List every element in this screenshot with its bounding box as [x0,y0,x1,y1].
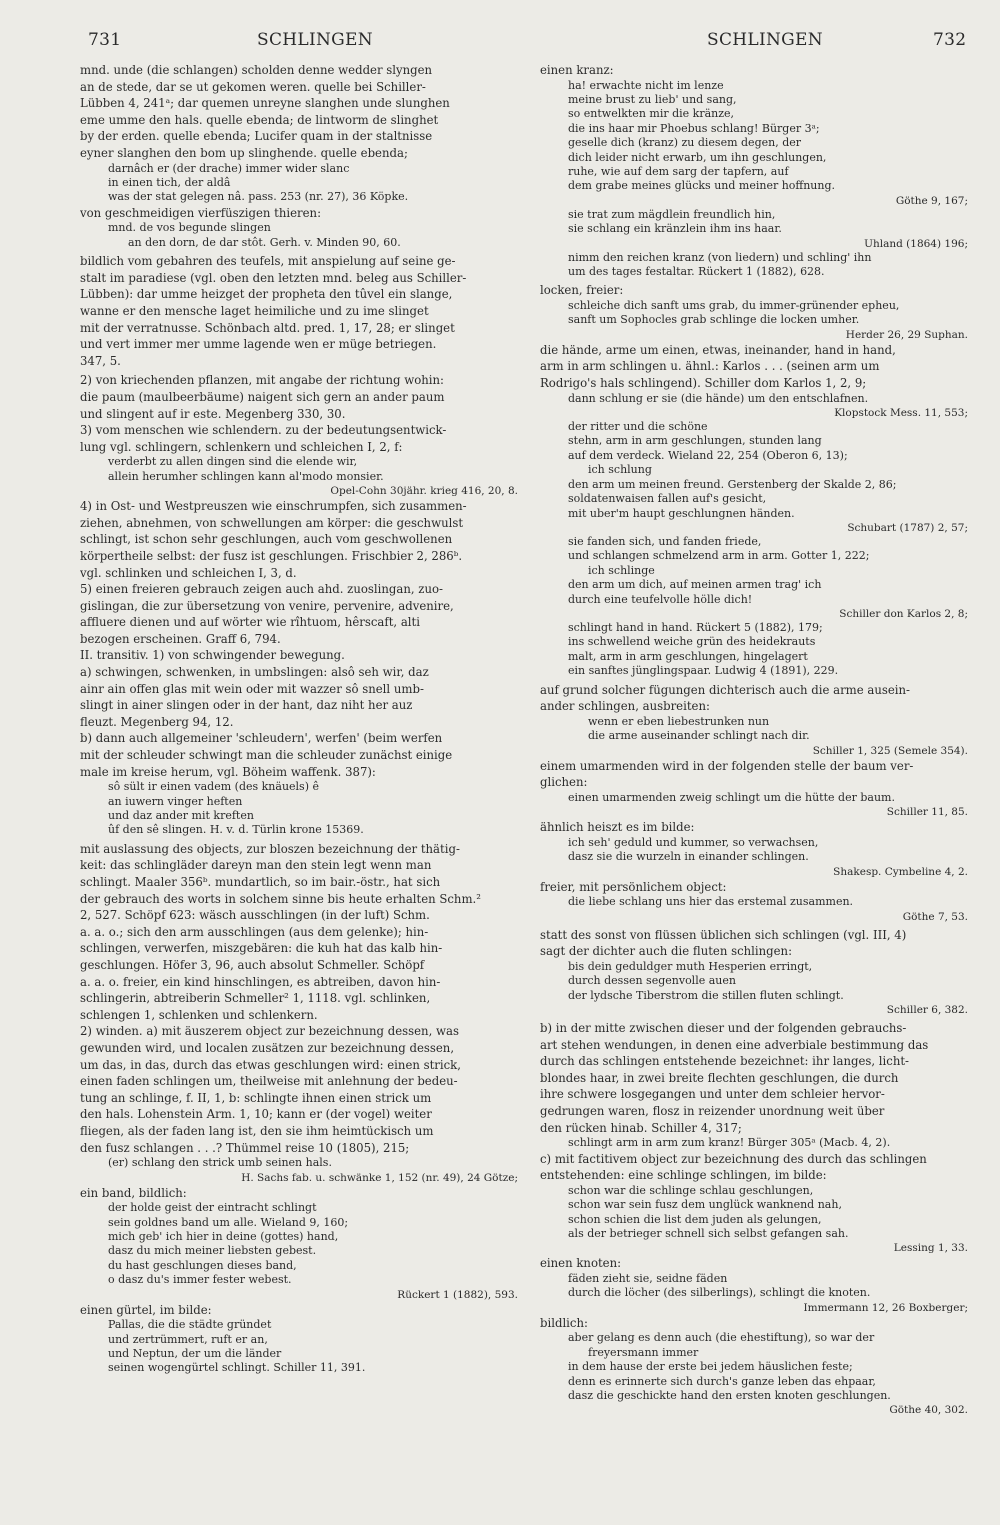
text-line: mit auslassung des objects, zur bloszen bezeichnung der thätig- [80,841,460,856]
text-line: die arme auseinander schlingt nach dir. [588,729,810,743]
text-line: fleuzt. Megenberg 94, 12. [80,714,234,729]
text-line: dich leider nicht erwarb, um ihn geschlungen, [568,150,827,164]
text-line: mit der verratnusse. Schönbach altd. pred. 1, 17, 28; er slinget [80,320,455,335]
text-line: Uhland (1864) 196; [864,237,968,250]
text-line: soldatenwaisen fallen auf's gesicht, [568,492,767,506]
text-line: Göthe 9, 167; [895,194,968,207]
text-line: einen knoten: [540,1256,622,1271]
text-line: und slingent auf ir este. Megenberg 330, 30. [80,406,346,421]
text-line: darnâch er (der drache) immer wider slanc [108,161,350,175]
text-line: schlingt arm in arm zum kranz! Bürger 305ᵃ (Macb. 4, 2). [568,1136,891,1150]
text-line: ein sanftes jünglingspaar. Ludwig 4 (1891), 229. [568,664,839,678]
text-line: sanft um Sophocles grab schlinge die locken umher. [568,313,860,327]
right-column [540,62,968,1417]
text-line: gedrungen waren, flosz in reizender unordnung weit über [540,1103,885,1118]
text-line: stehn, arm in arm geschlungen, stunden lang [568,434,822,448]
text-line: und zertrümmert, ruft er an, [108,1332,268,1346]
text-line: dasz sie die wurzeln in einander schlingen. [568,850,809,864]
text-line: durch das schlingen entstehende bezeichnet: ihr langes, licht- [540,1054,909,1069]
text-line: fliegen, als der faden lang ist, den sie ihm heimtückisch um [80,1123,434,1138]
left-column [80,62,518,1376]
text-line: sie schlang ein kränzlein ihm ins haar. [568,222,782,236]
text-line: schleiche dich sanft ums grab, du immer-grünender epheu, [568,299,900,313]
text-line: vgl. schlinken und schleichen I, 3, d. [80,565,297,580]
text-line: schon war sein fusz dem unglück wanknend nah, [568,1198,842,1212]
text-line: Schiller don Karlos 2, 8; [839,607,968,620]
text-line: H. Sachs fab. u. schwänke 1, 152 (nr. 49), 24 Götze; [241,1171,518,1184]
text-line: a. a. o.; sich den arm ausschlingen (aus dem gelenke); hin- [80,924,429,939]
text-line: Immermann 12, 26 Boxberger; [803,1301,968,1314]
text-line: mich geb' ich hier in deine (gottes) hand, [108,1229,339,1243]
text-line: gislingan, die zur übersetzung von venire, pervenire, advenire, [80,598,454,613]
text-line: einen gürtel, im bilde: [80,1302,212,1317]
text-line: freier, mit persönlichem object: [540,879,727,894]
text-line: 4) in Ost- und Westpreuszen wie einschrumpfen, sich zusammen- [80,499,467,514]
text-line: ich schlung [588,463,652,477]
text-line: auf grund solcher fügungen dichterisch auch die arme ausein- [540,682,910,697]
text-line: bildlich: [540,1315,588,1330]
text-line: a) schwingen, schwenken, in umbslingen: alsô seh wir, daz [80,665,429,680]
text-line: male im kreise herum, vgl. Böheim waffenk. 387): [80,764,376,779]
text-line: die ins haar mir Phoebus schlang! Bürger 3ᵃ; [568,121,820,135]
text-line: freyersmann immer [588,1345,699,1359]
text-line: schlengen 1, schlenken und schlenkern. [80,1007,318,1022]
text-line: schlingt hand in hand. Rückert 5 (1882), 179; [568,620,823,634]
text-line: und daz ander mit kreften [108,809,254,823]
text-line: in einen tich, der aldâ [108,175,231,189]
text-line: einen kranz: [540,63,614,77]
text-line: einen faden schlingen um, theilweise mit anlehnung der bedeu- [80,1074,458,1089]
text-line: eme umme den hals. quelle ebenda; de lintworm de slinghet [80,112,439,127]
text-line: ziehen, abnehmen, von schwellungen am körper: die geschwulst [80,515,464,530]
text-line: durch eine teufelvolle hölle dich! [568,592,753,606]
text-line: arm in arm schlingen u. ähnl.: Karlos . . . (seinen arm um [540,359,880,374]
text-line: der lydsche Tiberstrom die stillen fluten schlingt. [568,988,844,1002]
text-line: bildlich vom gebahren des teufels, mit anspielung auf seine ge- [80,254,456,269]
text-line: allein herumher schlingen kann al'modo monsier. [108,469,384,483]
text-line: und vert immer mer umme lagende wen er müge betriegen. [80,337,437,352]
text-line: den hals. Lohenstein Arm. 1, 10; kann er (der vogel) weiter [80,1107,432,1122]
text-line: Rodrigo's hals schlingend). Schiller dom Karlos 1, 2, 9; [540,376,867,391]
text-line: seinen wogengürtel schlingt. Schiller 11, 391. [108,1361,366,1375]
text-line: schon schien die list dem juden als gelungen, [568,1212,822,1226]
text-line: II. transitiv. 1) von schwingender bewegung. [80,648,345,663]
text-line: Schiller 6, 382. [886,1003,968,1016]
text-line: der ritter und die schöne [568,420,708,434]
text-line: sô sült ir einen vadem (des knäuels) ê [108,780,320,794]
text-line: sagt der dichter auch die fluten schlingen: [540,944,793,959]
text-line: art stehen wendungen, in denen eine adverbiale bestimmung das [540,1037,929,1052]
text-line: ander schlingen, ausbreiten: [540,699,710,714]
text-line: bis dein geduldger muth Hesperien erringt, [568,959,813,973]
left-page-number: 731 [88,30,122,50]
text-line: ich seh' geduld und kummer, so verwachsen, [568,835,819,849]
text-line: Lessing 1, 33. [893,1242,968,1255]
text-line: 3) vom menschen wie schlendern. zu der bedeutungsentwick- [80,423,447,438]
text-line: dem grabe meines glücks und meiner hoffnung. [568,179,836,193]
text-line: meine brust zu lieb' und sang, [568,93,737,106]
text-line: by der erden. quelle ebenda; Lucifer quam in der staltnisse [80,129,433,144]
text-line: verderbt zu allen dingen sind die elende wir, [108,455,358,469]
text-line: bezogen erscheinen. Graff 6, 794. [80,631,281,646]
text-line: durch dessen segenvolle auen [568,974,736,988]
text-line: mit uber'm haupt geschlungnen händen. [568,506,795,520]
text-line: in dem hause der erste bei jedem häuslichen feste; [568,1360,853,1374]
text-line: wenn er eben liebestrunken nun [588,714,770,728]
text-line: schlingt, ist schon sehr geschlungen, auch vom geschwollenen [80,532,453,547]
text-line: den arm um meinen freund. Gerstenberg der Skalde 2, 86; [568,477,897,491]
text-line: b) in der mitte zwischen dieser und der folgenden gebrauchs- [540,1020,907,1035]
text-line: mnd. de vos begunde slingen [108,221,271,235]
text-line: wanne er den mensche laget heimiliche und zu ime slinget [80,303,429,318]
text-line: an den dorn, de dar stôt. Gerh. v. Minden 90, 60. [128,235,401,249]
text-line: Klopstock Mess. 11, 553; [834,407,968,420]
text-line: Göthe 40, 302. [889,1404,968,1417]
text-line: dasz du mich meiner liebsten gebest. [108,1244,317,1258]
text-line: slingt in ainer slingen oder in der hant, daz niht her auz [80,698,413,713]
text-line: die liebe schlang uns hier das erstemal zusammen. [568,895,854,909]
text-line: auf dem verdeck. Wieland 22, 254 (Oberon 6, 13); [568,448,848,462]
text-line: ähnlich heiszt es im bilde: [540,820,695,835]
text-line: ainr ain offen glas mit wein oder mit wazzer sô snell umb- [80,681,424,696]
text-line: sie trat zum mägdlein freundlich hin, [568,207,776,221]
text-line: schlingerin, abtreiberin Schmeller² 1, 1118. vgl. schlinken, [80,991,431,1006]
text-line: statt des sonst von flüssen üblichen sich schlingen (vgl. III, 4) [540,927,907,942]
text-line: blondes haar, in zwei breite flechten geschlungen, die durch [540,1070,899,1085]
text-line: 2) winden. a) mit äuszerem object zur bezeichnung dessen, was [80,1024,459,1039]
text-line: gewunden wird, und localen zusätzen zur bezeichnung dessen, [80,1040,455,1055]
text-line: Schiller 1, 325 (Semele 354). [812,744,968,757]
text-line: durch die löcher (des silberlings), schlingt die knoten. [568,1286,871,1300]
text-line: geschlungen. Höfer 3, 96, auch absolut Schmeller. Schöpf [80,958,425,972]
text-line: körpertheile selbst: der fusz ist geschlungen. Frischbier 2, 286ᵇ. [80,548,463,563]
text-line: ûf den sê slingen. H. v. d. Türlin krone 15369. [108,823,364,837]
text-line: Lübben 4, 241ᵃ; dar quemen unreyne slanghen unde slunghen [80,96,450,111]
text-line: sein goldnes band um alle. Wieland 9, 160; [108,1215,349,1229]
text-line: 2) von kriechenden pflanzen, mit angabe der richtung wohin: [80,373,444,388]
text-line: Pallas, die die städte gründet [108,1318,272,1332]
text-line: malt, arm in arm geschlungen, hingelagert [568,649,808,663]
text-line: 2, 527. Schöpf 623: wäsch ausschlingen (in der luft) Schm. [80,908,430,923]
text-line: so entwelkten mir die kränze, [568,107,735,121]
text-line: affluere dienen und auf wörter wie rîhtuom, hêrscaft, alti [80,615,420,630]
text-line: o dasz du's immer fester webest. [108,1273,292,1287]
text-line: b) dann auch allgemeiner 'schleudern', werfen' (beim werfen [80,731,443,746]
text-line: glichen: [540,775,588,790]
text-line: den arm um dich, auf meinen armen trag' ich [568,578,822,592]
text-line: lung vgl. schlingern, schlenkern und schleichen I, 2, f: [80,439,403,454]
text-line: nimm den reichen kranz (von liedern) und schling' ihn [568,250,872,264]
text-line: eyner slanghen den bom up slinghende. quelle ebenda; [80,145,408,160]
text-line: entstehenden: eine schlinge schlingen, im bilde: [540,1168,827,1183]
text-line: stalt im paradiese (vgl. oben den letzten mnd. beleg aus Schiller- [80,270,467,285]
text-line: als der betrieger schnell sich selbst gefangen sah. [568,1226,849,1240]
text-line: schlingen, verwerfen, miszgebären: die kuh hat das kalb hin- [80,941,443,956]
text-line: Herder 26, 29 Suphan. [845,328,968,341]
text-line: a. a. o. freier, ein kind hinschlingen, es abtreiben, davon hin- [80,974,441,989]
text-line: von geschmeidigen vierfüszigen thieren: [80,205,322,220]
text-line: Rückert 1 (1882), 593. [397,1288,518,1301]
text-line: ruhe, wie auf dem sarg der tapfern, auf [568,165,789,179]
text-line: keit: das schlingläder dareyn man den stein legt wenn man [80,858,432,873]
text-line: dann schlung er sie (die hände) um den entschlafnen. [568,391,869,405]
text-line: c) mit factitivem object zur bezeichnung des durch das schlingen [540,1151,927,1166]
text-line: schlingt. Maaler 356ᵇ. mundartlich, so im bair.-östr., hat sich [80,875,441,890]
text-line: einem umarmenden wird in der folgenden stelle der baum ver- [540,758,914,773]
text-line: um das, in das, durch das etwas geschlungen wird: einen strick, [80,1057,461,1072]
text-line: Göthe 7, 53. [902,910,968,923]
text-line: ihre schwere losgegangen und unter dem schleier hervor- [540,1087,885,1102]
text-line: einen umarmenden zweig schlingt um die hütte der baum. [568,790,895,804]
text-line: ins schwellend weiche grün des heidekrauts [568,635,816,649]
right-page-number: 732 [933,30,967,50]
text-line: Shakesp. Cymbeline 4, 2. [833,865,968,878]
text-line: die hände, arme um einen, etwas, ineinander, hand in hand, [540,342,896,357]
text-line: sie fanden sich, und fanden friede, [568,534,762,548]
text-line: um des tages festaltar. Rückert 1 (1882), 628. [568,265,825,279]
text-line: der gebrauch des worts in solchem sinne bis heute erhalten Schm.² [80,891,481,906]
text-line: locken, freier: [540,283,624,298]
text-line: Lübben): dar umme heizget der propheta den tûvel ein slange, [80,287,453,302]
right-running-title: SCHLINGEN [707,30,823,50]
text-line: tung an schlinge, f. II, 1, b: schlingte ihnen einen strick um [80,1090,432,1105]
text-line: an de stede, dar se ut gekomen weren. quelle bei Schiller- [80,79,426,94]
text-line: an iuwern vinger heften [108,794,243,808]
text-line: schon war die schlinge schlau geschlungen, [568,1183,814,1197]
text-line: mit der schleuder schwingt man die schleuder zunächst einige [80,748,453,763]
text-line: aber gelang es denn auch (die ehestiftung), so war der [568,1331,875,1345]
text-line: dasz die geschickte hand den ersten knoten geschlungen. [568,1388,891,1402]
text-line: mnd. unde (die schlangen) scholden denne wedder slyngen [80,63,433,77]
text-line: du hast geschlungen dieses band, [108,1258,297,1272]
text-line: die paum (maulbeerbäume) naigent sich gern an ander paum [80,389,445,404]
left-running-title: SCHLINGEN [257,30,373,50]
text-line: (er) schlang den strick umb seinen hals. [108,1156,332,1170]
text-line: 347, 5. [80,353,121,368]
text-line: ha! erwachte nicht im lenze [568,78,724,92]
text-line: Schiller 11, 85. [886,806,968,819]
text-line: Opel-Cohn 30jähr. krieg 416, 20, 8. [330,485,518,498]
text-line: 5) einen freieren gebrauch zeigen auch ahd. zuoslingan, zuo- [80,582,443,597]
text-line: geselle dich (kranz) zu diesem degen, der [568,136,802,150]
text-line: fäden zieht sie, seidne fäden [568,1271,728,1285]
text-line: ich schlinge [588,563,655,577]
text-line: denn es erinnerte sich durch's ganze leben das ehpaar, [568,1374,876,1388]
text-line: der holde geist der eintracht schlingt [108,1201,317,1215]
text-line: ein band, bildlich: [80,1185,187,1200]
text-line: Schubart (1787) 2, 57; [847,521,968,534]
text-line: den fusz schlangen . . .? Thümmel reise 10 (1805), 215; [80,1140,410,1155]
text-line: und Neptun, der um die länder [108,1346,282,1360]
text-line: und schlangen schmelzend arm in arm. Gotter 1, 222; [568,549,870,563]
text-line: den rücken hinab. Schiller 4, 317; [540,1120,742,1135]
text-line: was der stat gelegen nâ. pass. 253 (nr. 27), 36 Köpke. [108,190,409,204]
